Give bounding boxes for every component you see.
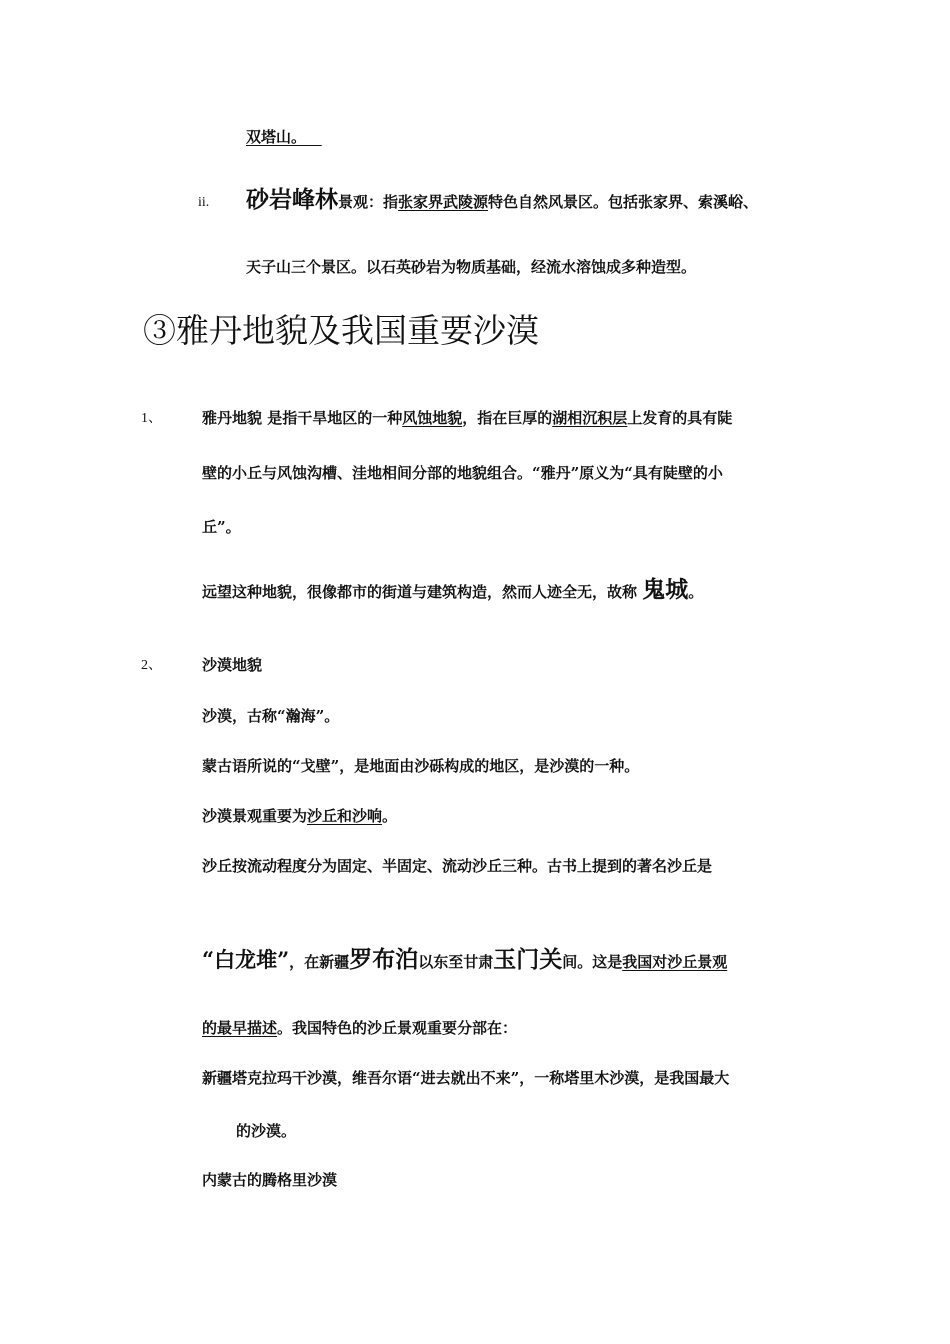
underlined-term: 我国对沙丘景观 <box>622 953 728 971</box>
emphasis-text: “白龙堆” <box>202 947 290 972</box>
list-number: 1、 <box>141 411 162 426</box>
text-span: 沙漠景观重要为 <box>202 807 308 825</box>
section-heading: ③雅丹地貌及我国重要沙漠 <box>143 311 539 350</box>
text-line <box>202 408 732 428</box>
list-marker: ii. <box>198 195 210 210</box>
emphasis-text: 罗布泊 <box>349 946 419 973</box>
text-line: 壁的小丘与风蚀沟槽、洼地相间分部的地貌组合。“雅丹”原义为“具有陡壁的小 <box>202 464 723 482</box>
list-number: 2、 <box>141 658 162 673</box>
text-line <box>246 127 322 147</box>
text-span: 。我国特色的沙丘景观重要分部在： <box>277 1019 518 1037</box>
text-line: 的沙漠。 <box>236 1122 297 1140</box>
text-line: 沙漠地貌 <box>202 656 263 674</box>
text-line <box>202 1018 517 1038</box>
text-line <box>246 186 759 213</box>
text-span: ，在新疆 <box>289 953 350 971</box>
text-line <box>202 576 704 603</box>
underlined-term: 沙丘和沙响 <box>307 807 383 825</box>
term: 砂岩峰林 <box>246 186 338 213</box>
text-line: 新疆塔克拉玛干沙漠，维吾尔语“进去就出不来”，一称塔里木沙漠，是我国最大 <box>202 1069 730 1087</box>
text-line: 沙漠，古称“瀚海”。 <box>202 707 340 725</box>
text-span: 上发育的具有陡 <box>627 409 733 427</box>
emphasis-text: 鬼城 <box>642 576 689 603</box>
text-span: ，指在巨厚的 <box>462 409 553 427</box>
underlined-term: 风蚀地貌 <box>402 409 463 427</box>
text-span: 特色自然风景区。包括张家界、索溪峪、 <box>488 193 759 211</box>
underlined-term: 的最早描述 <box>202 1019 278 1037</box>
text-span: 以东至甘肃 <box>418 953 494 971</box>
text-span: 雅丹地貌 是指干旱地区的一种 <box>202 409 403 427</box>
underlined-term: 张家界武陵源 <box>398 193 489 211</box>
text-span: 景观：指 <box>338 193 399 211</box>
text-line <box>202 806 397 826</box>
text-line: 内蒙古的腾格里沙漠 <box>202 1171 338 1189</box>
underlined-term: 湖相沉积层 <box>552 409 628 427</box>
text-line <box>202 946 728 973</box>
text-line: 丘”。 <box>202 518 241 536</box>
text-span: 间。这是 <box>562 953 623 971</box>
text-span: 。 <box>382 807 398 825</box>
text-span: 。 <box>688 583 704 601</box>
text-line: 蒙古语所说的“戈壁”，是地面由沙砾构成的地区，是沙漠的一种。 <box>202 757 640 775</box>
text-line: 沙丘按流动程度分为固定、半固定、流动沙丘三种。古书上提到的著名沙丘是 <box>202 857 713 875</box>
emphasis-text: 玉门关 <box>493 946 563 973</box>
text-line: 天子山三个景区。以石英砂岩为物质基础，经流水溶蚀成多种造型。 <box>246 258 697 276</box>
text-span: 双塔山。 <box>246 128 307 146</box>
text-span: 远望这种地貌，很像都市的街道与建筑构造，然而人迹全无，故称 <box>202 583 638 601</box>
